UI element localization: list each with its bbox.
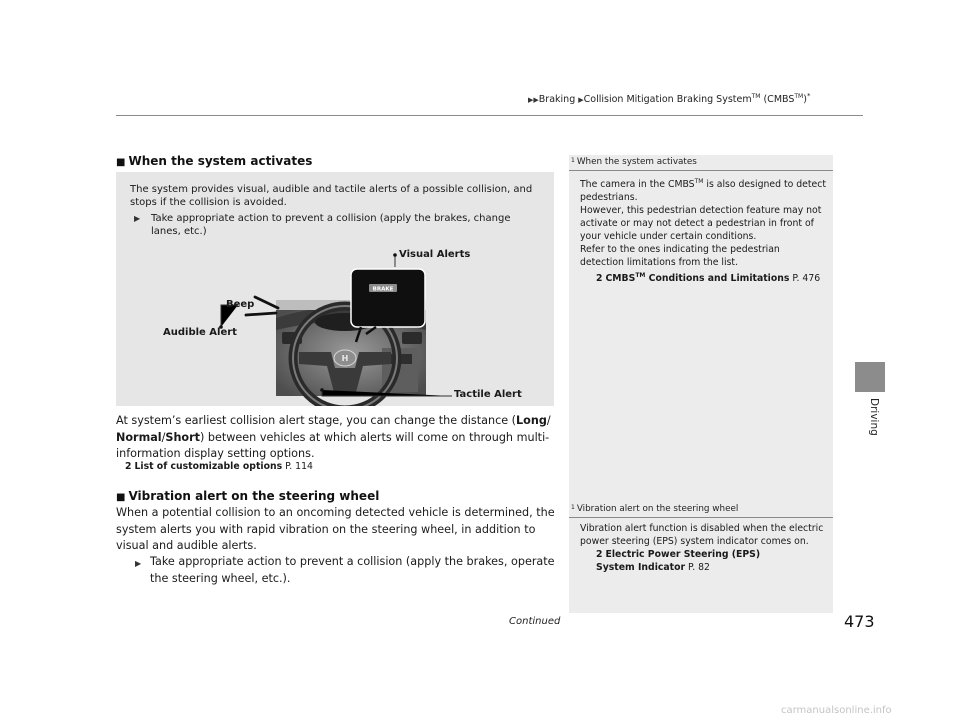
section-heading-activates: ■ When the system activates [116, 154, 313, 168]
square-bullet-icon: ■ [116, 492, 126, 503]
multi-information-display [351, 269, 425, 327]
brake-indicator-text: BRAKE [372, 286, 394, 293]
label-audible-alert: Audible Alert [163, 327, 237, 338]
vent-right [402, 332, 422, 344]
page-number: 473 [844, 612, 875, 631]
breadcrumb [528, 92, 810, 105]
breadcrumb-item-cmbs[interactable]: Collision Mitigation Braking System™ (CMBS™)* [583, 92, 811, 106]
cross-reference-icon: 2 [596, 549, 603, 560]
watermark: carmanualsonline.info [781, 705, 892, 716]
triangle-bullet-icon: ▶ [134, 214, 141, 223]
cmbs-limitations-link[interactable]: 2 CMBS™ Conditions and Limitations P. 476 [596, 272, 821, 285]
note1-rule [569, 170, 833, 171]
breadcrumb-item-braking[interactable]: Braking [538, 94, 576, 106]
customizable-options-link[interactable]: 2 List of customizable options P. 114 [125, 461, 313, 472]
triangle-bullet-icon: ▶ [135, 559, 142, 568]
section-heading-vibration: ■ Vibration alert on the steering wheel [116, 489, 380, 503]
label-beep: Beep [226, 299, 255, 310]
label-visual-alerts: Visual Alerts [399, 249, 471, 260]
vibration-instruction: ▶ Take appropriate action to prevent a collision (apply the brakes, operate the steering wheel, etc.). [135, 555, 555, 585]
figure-intro-text: The system provides visual, audible and tactile alerts of a possible collision, and stops if the collision is avoided. [130, 184, 533, 208]
arrow-icon: ▶ [578, 96, 584, 105]
double-arrow-icon: ▶▶ [528, 96, 539, 105]
svg-text:H: H [341, 354, 349, 363]
alert-figure [116, 172, 554, 406]
note2-rule [569, 517, 833, 518]
eps-indicator-link[interactable]: 2 Electric Power Steering (EPS) System Indicator P. 82 [596, 549, 761, 573]
figure-instruction: ▶ Take appropriate action to prevent a collision (apply the brakes, change lanes, etc.) [134, 213, 511, 237]
note2-title: $^1$ Vibration alert on the steering wheel [571, 504, 739, 514]
note1-title: $^1$ When the system activates [571, 157, 697, 167]
header-rule [116, 115, 863, 116]
note2-body: Vibration alert function is disabled when the electric power steering (EPS) system indicator comes on. 2 Electric Power Steering (EPS) System Indicator P. 82 [580, 522, 826, 574]
cross-reference-icon: 2 [596, 273, 603, 285]
note1-body: The camera in the CMBS™ is also designed to detect pedestrians. However, this pedestrian detection feature may not activate or may not detect a pedestrian in front of your vehicle under certain conditions. Refer to the ones indicating the pedestrian detection limitations from the list. 2 CMBS™ Conditions and Limitations P. 476 [580, 178, 826, 285]
label-tactile-alert: Tactile Alert [454, 389, 522, 400]
vibration-paragraph: When a potential collision to an oncoming detected vehicle is determined, the system alerts you with rapid vibration on the steering wheel, in addition to visual and audible alerts. [116, 506, 555, 552]
distance-setting-paragraph: At system’s earliest collision alert stage, you can change the distance (Long/ Normal/Short) between vehicles at which alerts will come on through multi-information display setting options. [116, 414, 551, 460]
square-bullet-icon: ■ [116, 157, 126, 168]
cross-reference-icon: 2 [125, 461, 132, 472]
chapter-label: Driving [868, 398, 880, 436]
chapter-tab[interactable] [855, 362, 885, 392]
dashboard-illustration [116, 172, 554, 406]
continued-label: Continued [509, 616, 561, 627]
